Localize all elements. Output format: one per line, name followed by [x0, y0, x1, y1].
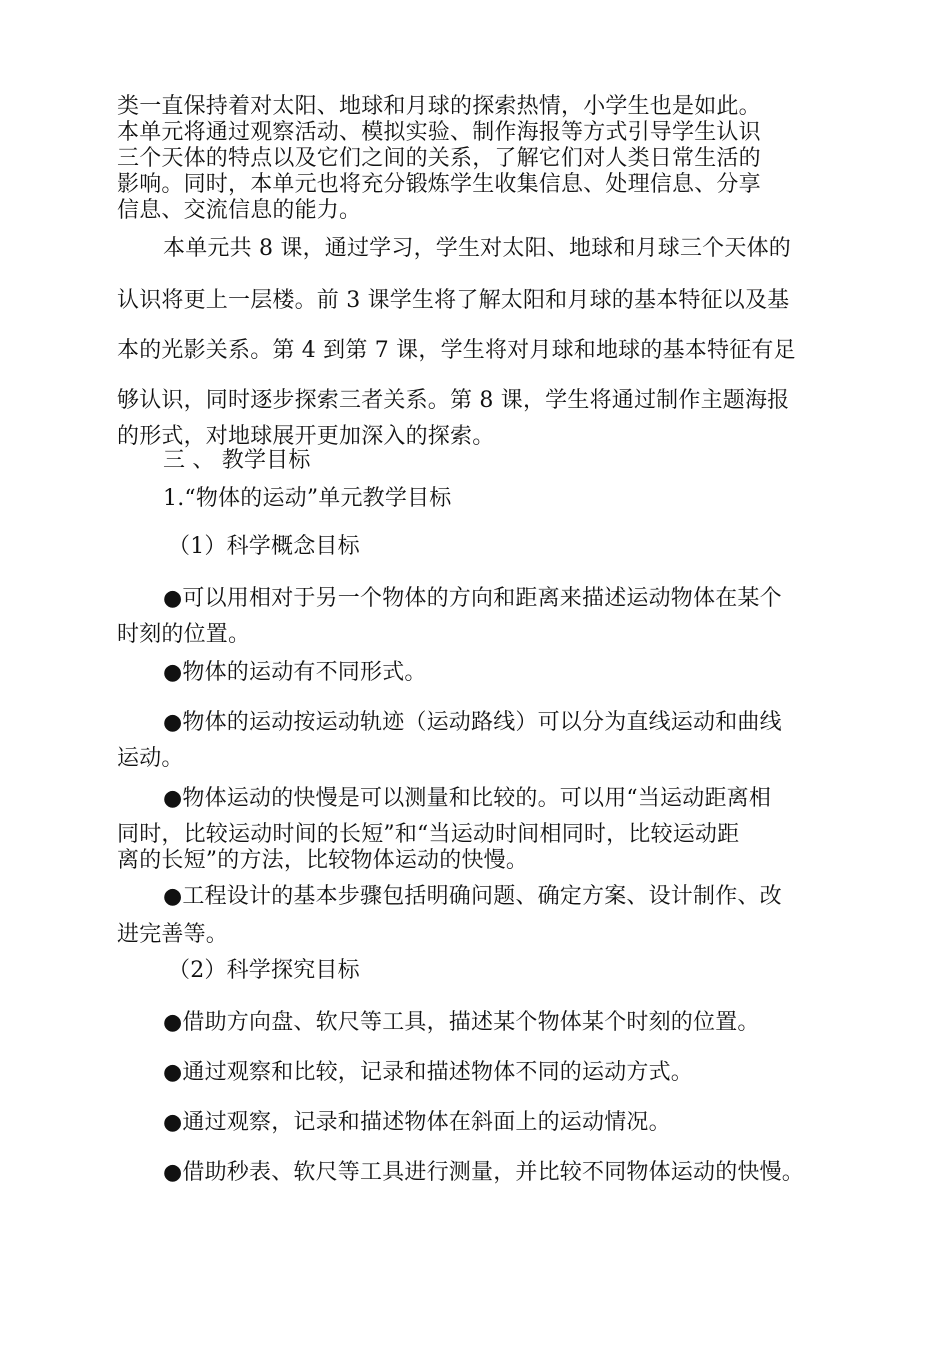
inquiry-goal-line: ●通过观察和比较，记录和描述物体不同的运动方式。 — [163, 1060, 693, 1085]
intro-line: 信息、交流信息的能力。 — [117, 198, 362, 223]
concept-goal-line: ●工程设计的基本步骤包括明确问题、确定方案、设计制作、改 — [163, 884, 782, 909]
concept-goal-line: ●物体的运动按运动轨迹（运动路线）可以分为直线运动和曲线 — [163, 710, 782, 735]
unit-heading: 1.“物体的运动”单元教学目标 — [163, 486, 452, 511]
concept-goal-line: ●物体的运动有不同形式。 — [163, 660, 427, 685]
lessons-line: 本单元共 8 课，通过学习，学生对太阳、地球和月球三个天体的 — [163, 236, 791, 261]
intro-line: 三个天体的特点以及它们之间的关系，了解它们对人类日常生活的 — [117, 146, 761, 171]
concept-goal-line: 同时，比较运动时间的长短”和“当运动时间相同时，比较运动距 — [117, 822, 740, 847]
intro-line: 影响。同时，本单元也将充分锻炼学生收集信息、处理信息、分享 — [117, 172, 761, 197]
intro-line: 类一直保持着对太阳、地球和月球的探索热情，小学生也是如此。 — [117, 94, 761, 119]
inquiry-goals-heading: （2）科学探究目标 — [168, 958, 360, 983]
inquiry-goal-line: ●借助方向盘、软尺等工具，描述某个物体某个时刻的位置。 — [163, 1010, 760, 1035]
concept-goals-heading: （1）科学概念目标 — [168, 534, 360, 559]
concept-goal-line: ●物体运动的快慢是可以测量和比较的。可以用“当运动距离相 — [163, 786, 772, 811]
section-heading: 三 、 教学目标 — [163, 448, 311, 473]
intro-line: 本单元将通过观察活动、模拟实验、制作海报等方式引导学生认识 — [117, 120, 761, 145]
inquiry-goal-line: ●通过观察，记录和描述物体在斜面上的运动情况。 — [163, 1110, 671, 1135]
lessons-line: 认识将更上一层楼。前 3 课学生将了解太阳和月球的基本特征以及基 — [117, 288, 790, 313]
concept-goal-line: 时刻的位置。 — [117, 622, 251, 647]
lessons-line: 本的光影关系。第 4 到第 7 课，学生将对月球和地球的基本特征有足 — [117, 338, 796, 363]
concept-goal-line: 离的长短”的方法，比较物体运动的快慢。 — [117, 848, 529, 873]
lessons-line: 够认识，同时逐步探索三者关系。第 8 课，学生将通过制作主题海报 — [117, 388, 790, 413]
concept-goal-line: 进完善等。 — [117, 922, 229, 947]
inquiry-goal-line: ●借助秒表、软尺等工具进行测量，并比较不同物体运动的快慢。 — [163, 1160, 804, 1185]
concept-goal-line: ●可以用相对于另一个物体的方向和距离来描述运动物体在某个 — [163, 586, 782, 611]
lessons-line: 的形式，对地球展开更加深入的探索。 — [117, 424, 495, 449]
concept-goal-line: 运动。 — [117, 746, 184, 771]
